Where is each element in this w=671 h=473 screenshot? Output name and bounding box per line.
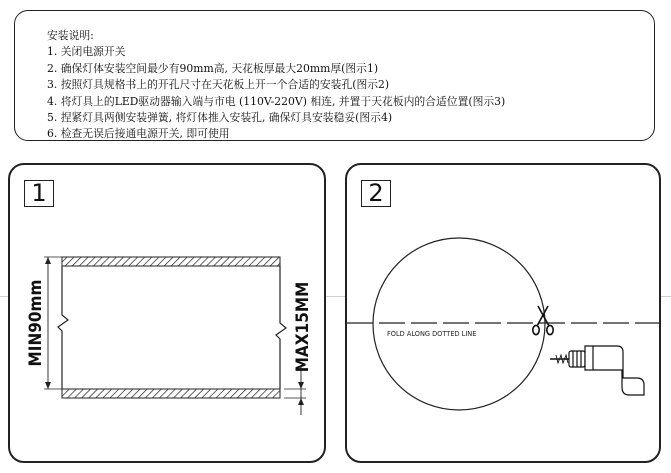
drill-icon [550,346,644,395]
figure-2-drawing [347,165,661,463]
scissors-icon [533,306,553,335]
right-wall-break-line [276,266,286,389]
ceiling-top-slab [62,257,280,266]
figure-1-panel [8,163,326,463]
ceiling-bottom-slab [62,389,280,398]
installation-instructions-box [14,10,655,141]
instruction-step-5: 5. 捏紧灯具两侧安装弹簧, 将灯体推入安装孔, 确保灯具安装稳妥(图示4) [47,111,393,125]
fold-along-dotted-line-label: FOLD ALONG DOTTED LINE [387,330,477,338]
instruction-step-1: 1. 关闭电源开关 [47,45,126,59]
left-wall-break-line [58,266,68,389]
instruction-step-6: 6. 检查无误后接通电源开关, 即可使用 [47,127,230,141]
instruction-step-3: 3. 按照灯具规格书上的开孔尺寸在天花板上开一个合适的安装孔(图示2) [47,78,390,92]
figure-2-number: 2 [361,180,391,207]
cutout-circle [373,238,545,410]
figure-1-drawing [10,165,326,463]
max-thickness-label: MAX15MM [293,281,313,373]
instructions-title: 安装说明: [47,29,94,42]
min-height-label: MIN90mm [26,279,46,367]
instructions-text [47,28,505,143]
instruction-step-2: 2. 确保灯体安装空间最少有90mm高, 天花板厚最大20mm厚(图示1) [47,61,379,75]
figure-2-panel [345,163,661,463]
instruction-step-4: 4. 将灯具上的LED驱动器输入端与市电 (110V-220V) 相连, 并置于天花板内的合适位置(图示3) [47,94,506,108]
figure-1-number: 1 [24,180,54,207]
